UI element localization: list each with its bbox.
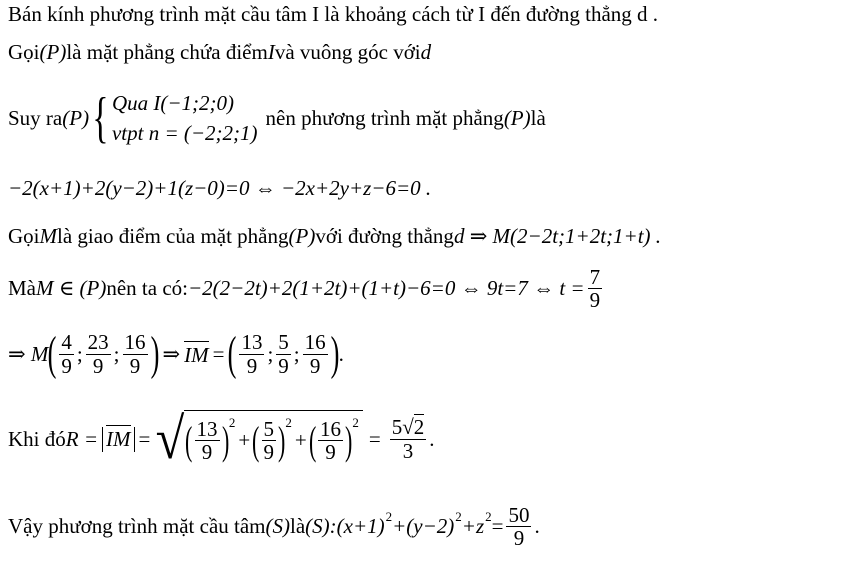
text-l7-a: ⇒ M [8, 341, 49, 366]
text-l6-d: −2(2−2t)+2(1+2t)+(1+t)−6=0 ⇔ 9t=7 ⇔ t = [188, 276, 585, 301]
fraction-im-z: $\frac{16}{9}$ [304, 330, 326, 378]
text-l3-c: nên phương trình mặt phẳng [265, 105, 504, 130]
text-l1: Bán kính phương trình mặt cầu tâm I là khoảng cách từ I đến đường thẳng d . [8, 2, 659, 26]
text-l5-f: d ⇒ M(2−2t;1+2t;1+t) . [453, 224, 662, 248]
text-l5-e: với đường thẳng [315, 224, 454, 248]
line-3 [8, 88, 546, 149]
text-l6-b: M ∈ (P) [36, 276, 107, 301]
line-8: Khi đó R = IM = √ ( $\frac{13}{9}$ ) 2 + ( $\frac{5}{9}$ ) 2 + ( $\frac{16}{9}$ ) 2 = $\frac{5√2}{3}$ . [8, 406, 435, 471]
text-l9-c: là [290, 514, 306, 539]
text-l5-c: là giao điểm của mặt phẳng [57, 224, 289, 248]
line-2 [8, 40, 431, 65]
text-l9-d: (S):(x+1) [305, 514, 385, 539]
text-l2-f: d [420, 40, 432, 64]
system-line-1: Qua I(−1;2;0) [111, 91, 235, 115]
abs-vector-im: IM [102, 427, 135, 452]
text-l9-a: Vậy phương trình mặt cầu tâm [8, 514, 266, 539]
text-l9-f: +z [461, 514, 485, 539]
text-l8-a: Khi đó [8, 426, 66, 451]
fraction-m-x: $\frac{4}{9}$ [61, 330, 72, 378]
text-l6-a: Mà [8, 276, 36, 301]
text-l2-a: Gọi [8, 40, 40, 64]
line-1 [8, 2, 658, 27]
text-l7-eq: = [212, 341, 225, 366]
line-4 [8, 176, 431, 201]
brace-icon: { [92, 87, 109, 150]
square-root: √ ( $\frac{13}{9}$ ) 2 + ( $\frac{5}{9}$ ) 2 + ( $\frac{16}{9}$ ) 2 [154, 410, 363, 468]
text-l2-c: là mặt phẳng chứa điểm [66, 40, 268, 64]
fraction-m-y: $\frac{23}{9}$ [87, 330, 109, 378]
text-l2-e: và vuông góc với [274, 40, 421, 64]
fraction-r-3: $\frac{16}{9}$ [320, 416, 342, 464]
text-l9-b: (S) [265, 514, 291, 539]
text-l8-b: R = [65, 426, 98, 451]
fraction-t: $\frac{7}{9}$ [589, 265, 601, 313]
fraction-r-squared: $\frac{50}{9}$ [508, 503, 530, 551]
line-6 [8, 266, 605, 311]
line-5 [8, 224, 661, 249]
text-l9-g: = [491, 514, 504, 539]
fraction-im-y: $\frac{5}{9}$ [278, 330, 289, 378]
text-l5-a: Gọi [8, 224, 40, 248]
text-l5-b: M [39, 224, 57, 248]
text-l6-c: nên ta có: [106, 276, 188, 301]
line-9: Vậy phương trình mặt cầu tâm (S) là (S):(x+1) 2 +(y−2) 2 +z 2 = $\frac{50}{9}$ . [8, 503, 540, 551]
text-l5-d: (P) [288, 224, 316, 248]
equation-plane: −2(x+1)+2(y−2)+1(z−0)=0 ⇔ −2x+2y+z−6=0 . [8, 176, 432, 200]
text-l3-b: (P) [62, 105, 90, 130]
line-7: ⇒ M ( $\frac{4}{9}$ ; $\frac{23}{9}$ ; $\frac{16}{9}$ ) ⇒ IM = ( $\frac{13}{9}$ ; $\frac{5}{9}$ ; $\frac{16}{9}$ ) . [8, 327, 344, 380]
text-l3-e: là [530, 105, 546, 130]
fraction-r-2: $\frac{5}{9}$ [263, 416, 275, 464]
fraction-m-z: $\frac{16}{9}$ [124, 330, 146, 378]
radical-icon: √ [155, 406, 185, 471]
text-l2-b: (P) [39, 40, 67, 64]
text-l2-d: I [267, 40, 275, 64]
system-line-2: vtpt n = (−2;2;1) [111, 121, 258, 146]
text-l9-e: +(y−2) [392, 514, 455, 539]
vector-im: IM [184, 342, 209, 367]
text-l7-b: ⇒ [162, 341, 181, 366]
system-of-equations [112, 88, 258, 149]
fraction-radius: $\frac{5√2}{3}$ [391, 415, 425, 463]
text-l3-a: Suy ra [8, 105, 63, 130]
text-l3-d: (P) [503, 105, 531, 130]
fraction-r-1: $\frac{13}{9}$ [196, 416, 218, 464]
fraction-im-x: $\frac{13}{9}$ [241, 330, 263, 378]
